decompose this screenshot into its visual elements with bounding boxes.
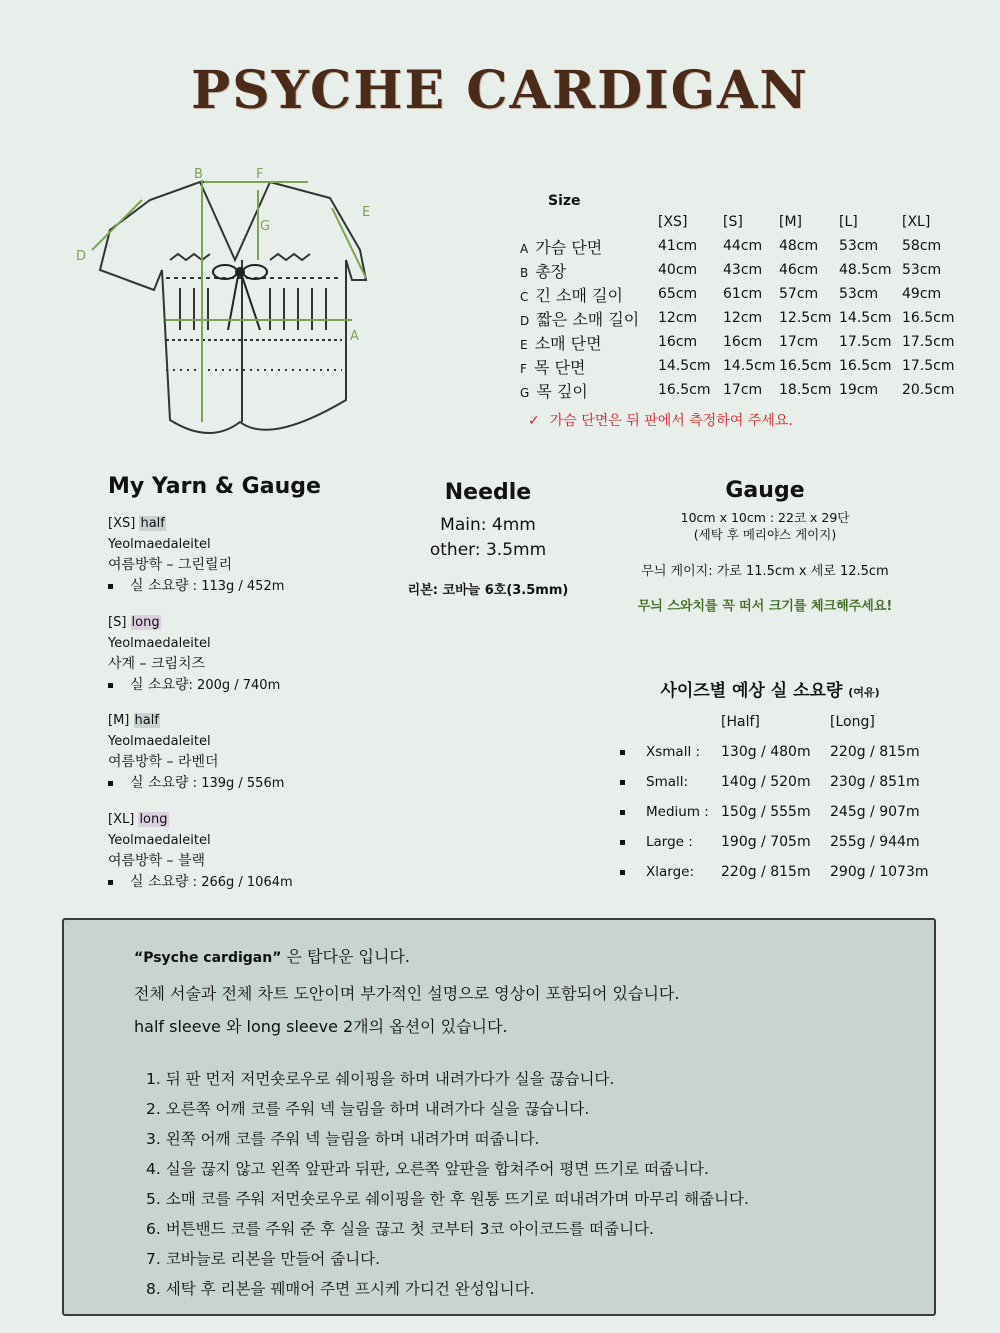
bullet-icon xyxy=(620,750,625,755)
estimate-size: Large : xyxy=(646,834,693,850)
gauge-section xyxy=(600,478,930,614)
measure-label-f: F xyxy=(256,167,264,182)
table-cell: 58cm xyxy=(902,238,942,254)
needle-ribbon: 리본: 코바늘 6호(3.5mm) xyxy=(407,583,569,598)
yarn-color: 여름방학 – 라벤더 xyxy=(108,754,219,770)
yarn-amount-label: 실 소요량 xyxy=(130,775,189,791)
table-cell: 44cm xyxy=(723,238,763,254)
estimate-long: 220g / 815m xyxy=(830,744,920,760)
table-row xyxy=(520,330,962,354)
row-name: 목 깊이 xyxy=(536,381,588,401)
table-cell: 12.5cm xyxy=(779,310,832,326)
bullet-icon xyxy=(108,683,113,688)
table-cell: 43cm xyxy=(723,262,763,278)
list-item: 5. 소매 코를 주워 저먼숏로우로 쉐이핑을 한 후 원통 뜨기로 떠내려가며 마무리 해줍니다. xyxy=(146,1190,749,1208)
table-cell: 41cm xyxy=(658,238,698,254)
needle-heading: Needle xyxy=(444,480,532,505)
table-cell: 16.5cm xyxy=(839,358,892,374)
row-name: 짧은 소매 길이 xyxy=(536,309,640,329)
table-row xyxy=(520,282,962,306)
estimate-size: Small: xyxy=(646,774,689,790)
row-code: G xyxy=(520,385,530,400)
size-header: [XL] xyxy=(902,214,931,230)
bullet-icon xyxy=(108,781,113,786)
yarn-amount-label: 실 소요량 xyxy=(130,677,189,693)
row-name: 가슴 단면 xyxy=(535,237,603,257)
bullet-icon xyxy=(620,870,625,875)
table-cell: 57cm xyxy=(779,286,819,302)
yarn-amount: : 139g / 556m xyxy=(188,776,285,791)
bullet-icon xyxy=(620,840,625,845)
table-cell: 14.5cm xyxy=(839,310,892,326)
table-cell: 16cm xyxy=(723,334,763,350)
yarn-amount: : 200g / 740m xyxy=(188,678,281,693)
yarn-size: [M] xyxy=(108,713,130,728)
row-name: 목 단면 xyxy=(534,357,586,377)
yarn-type-badge: half xyxy=(140,516,165,531)
bullet-icon xyxy=(108,880,113,885)
table-cell: 53cm xyxy=(839,238,879,254)
estimate-half: 130g / 480m xyxy=(721,744,811,760)
table-cell: 48.5cm xyxy=(839,262,892,278)
table-cell: 14.5cm xyxy=(658,358,711,374)
gauge-swatch-note: 무늬 스와치를 꼭 떠서 크기를 체크해주세요! xyxy=(637,599,893,614)
estimate-long: 245g / 907m xyxy=(830,804,920,820)
needle-main: Main: 4mm xyxy=(440,515,536,535)
description-line3: half sleeve 와 long sleeve 2개의 옵션이 있습니다. xyxy=(134,1017,508,1036)
yarn-entry xyxy=(108,513,284,597)
list-item: 7. 코바늘로 리본을 만들어 줍니다. xyxy=(146,1250,381,1268)
measure-label-b: B xyxy=(194,167,203,182)
needle-other: other: 3.5mm xyxy=(429,540,547,560)
estimate-long: 290g / 1073m xyxy=(830,864,929,880)
estimate-title-note: (여유) xyxy=(848,686,880,699)
estimate-half: 220g / 815m xyxy=(721,864,811,880)
table-cell: 46cm xyxy=(779,262,819,278)
size-header: [S] xyxy=(723,214,743,230)
estimate-title xyxy=(600,676,940,701)
yarn-entry xyxy=(108,809,293,893)
yarn-brand: Yeolmaedaleitel xyxy=(108,636,211,651)
table-cell: 17.5cm xyxy=(902,358,955,374)
row-code: B xyxy=(520,265,529,280)
yarn-color: 사계 – 크림치즈 xyxy=(108,656,206,672)
row-name: 긴 소매 길이 xyxy=(535,285,623,305)
yarn-entry xyxy=(108,710,284,794)
table-cell: 16.5cm xyxy=(658,382,711,398)
gauge-heading: Gauge xyxy=(725,478,805,503)
measure-label-g: G xyxy=(260,219,271,234)
gauge-pattern: 무늬 게이지: 가로 11.5cm x 세로 12.5cm xyxy=(641,564,889,579)
estimate-header-half: [Half] xyxy=(721,714,760,730)
list-item: 6. 버튼밴드 코를 주워 준 후 실을 끊고 첫 코부터 3코 아이코드를 떠줍니다. xyxy=(146,1220,654,1238)
yarn-heading: My Yarn & Gauge xyxy=(108,474,321,499)
row-name: 총장 xyxy=(535,261,567,281)
list-item: 2. 오른쪽 어깨 코를 주워 넥 늘림을 하며 내려가다 실을 끊습니다. xyxy=(146,1100,590,1118)
yarn-type-badge: half xyxy=(134,713,159,728)
table-cell: 18.5cm xyxy=(779,382,832,398)
table-cell: 16.5cm xyxy=(779,358,832,374)
estimate-half: 150g / 555m xyxy=(721,804,811,820)
estimate-header-long: [Long] xyxy=(830,714,875,730)
estimate-title-text: 사이즈별 예상 실 소요량 xyxy=(660,681,843,701)
table-row xyxy=(520,378,962,402)
description-line2: 전체 서술과 전체 차트 도안이며 부가적인 설명으로 영상이 포함되어 있습니다. xyxy=(134,984,680,1003)
row-code: D xyxy=(520,313,530,328)
yarn-size: [XL] xyxy=(108,812,135,827)
size-note xyxy=(528,410,793,430)
yarn-brand: Yeolmaedaleitel xyxy=(108,734,211,749)
table-row xyxy=(520,354,962,378)
gauge-line2: (세탁 후 메리야스 게이지) xyxy=(693,527,837,542)
estimate-long: 230g / 851m xyxy=(830,774,920,790)
table-row xyxy=(520,258,962,282)
list-item: 1. 뒤 판 먼저 저먼숏로우로 쉐이핑을 하며 내려가다가 실을 끊습니다. xyxy=(146,1070,615,1088)
pattern-name: “Psyche cardigan” xyxy=(134,950,282,966)
yarn-color: 여름방학 – 그린릴리 xyxy=(108,557,233,573)
size-note-text: 가슴 단면은 뒤 판에서 측정하여 주세요. xyxy=(549,413,793,429)
table-cell: 17.5cm xyxy=(902,334,955,350)
row-name: 소매 단면 xyxy=(534,333,602,353)
size-header: [M] xyxy=(779,214,803,230)
yarn-brand: Yeolmaedaleitel xyxy=(108,537,211,552)
yarn-size: [XS] xyxy=(108,516,136,531)
page-title: PSYCHE CARDIGAN xyxy=(191,60,809,121)
table-cell: 20.5cm xyxy=(902,382,955,398)
yarn-brand: Yeolmaedaleitel xyxy=(108,833,211,848)
table-cell: 17cm xyxy=(723,382,763,398)
estimate-half: 140g / 520m xyxy=(721,774,811,790)
table-cell: 14.5cm xyxy=(723,358,776,374)
yarn-color: 여름방학 – 블랙 xyxy=(108,853,206,869)
row-code: A xyxy=(520,241,529,256)
measure-label-a: A xyxy=(350,329,359,344)
table-cell: 12cm xyxy=(723,310,763,326)
yarn-amount: : 266g / 1064m xyxy=(188,875,293,890)
estimate-half: 190g / 705m xyxy=(721,834,811,850)
yarn-type-badge: long xyxy=(139,812,168,827)
yarn-size: [S] xyxy=(108,615,127,630)
yarn-entry xyxy=(108,612,280,696)
list-item: 3. 왼쪽 어깨 코를 주워 넥 늘림을 하며 내려가며 떠줍니다. xyxy=(146,1130,540,1148)
bullet-icon xyxy=(620,810,625,815)
size-header: [XS] xyxy=(658,214,688,230)
yarn-type-badge: long xyxy=(131,615,160,630)
table-cell: 19cm xyxy=(839,382,879,398)
table-cell: 16.5cm xyxy=(902,310,955,326)
table-cell: 48cm xyxy=(779,238,819,254)
table-row xyxy=(520,306,962,330)
gauge-line1: 10cm x 10cm : 22코 x 29단 xyxy=(680,510,850,525)
table-cell: 12cm xyxy=(658,310,698,326)
estimate-size: Medium : xyxy=(646,804,709,820)
table-row xyxy=(520,234,962,258)
table-cell: 40cm xyxy=(658,262,698,278)
bullet-icon xyxy=(108,584,113,589)
description-line1-text: 은 탑다운 입니다. xyxy=(281,947,410,966)
row-code: F xyxy=(520,361,527,376)
size-label: Size xyxy=(548,193,581,209)
measure-label-d: D xyxy=(76,249,87,264)
size-header: [L] xyxy=(839,214,858,230)
row-code: E xyxy=(520,337,528,352)
list-item: 8. 세탁 후 리본을 꿰매어 주면 프시케 가디건 완성입니다. xyxy=(146,1280,535,1298)
needle-section xyxy=(400,480,576,598)
size-header-row xyxy=(520,210,962,234)
row-code: C xyxy=(520,289,529,304)
list-item: 4. 실을 끊지 않고 왼쪽 앞판과 뒤판, 오른쪽 앞판을 합쳐주어 평면 뜨기로 떠줍니다. xyxy=(146,1160,709,1178)
table-cell: 49cm xyxy=(902,286,942,302)
measure-label-e: E xyxy=(362,205,371,220)
estimate-long: 255g / 944m xyxy=(830,834,920,850)
size-table xyxy=(520,210,962,402)
yarn-amount-label: 실 소요량 xyxy=(130,578,189,594)
table-cell: 65cm xyxy=(658,286,698,302)
check-icon: ✓ xyxy=(528,413,540,429)
table-cell: 53cm xyxy=(839,286,879,302)
estimate-size: Xlarge: xyxy=(646,864,695,880)
yarn-amount: : 113g / 452m xyxy=(188,579,285,594)
table-cell: 17.5cm xyxy=(839,334,892,350)
yarn-amount-label: 실 소요량 xyxy=(130,874,189,890)
step-list xyxy=(146,1064,749,1304)
table-cell: 53cm xyxy=(902,262,942,278)
bullet-icon xyxy=(620,780,625,785)
table-cell: 16cm xyxy=(658,334,698,350)
table-cell: 61cm xyxy=(723,286,763,302)
cardigan-sketch xyxy=(70,160,410,440)
description-line1 xyxy=(134,944,410,967)
table-cell: 17cm xyxy=(779,334,819,350)
estimate-size: Xsmall : xyxy=(646,744,701,760)
